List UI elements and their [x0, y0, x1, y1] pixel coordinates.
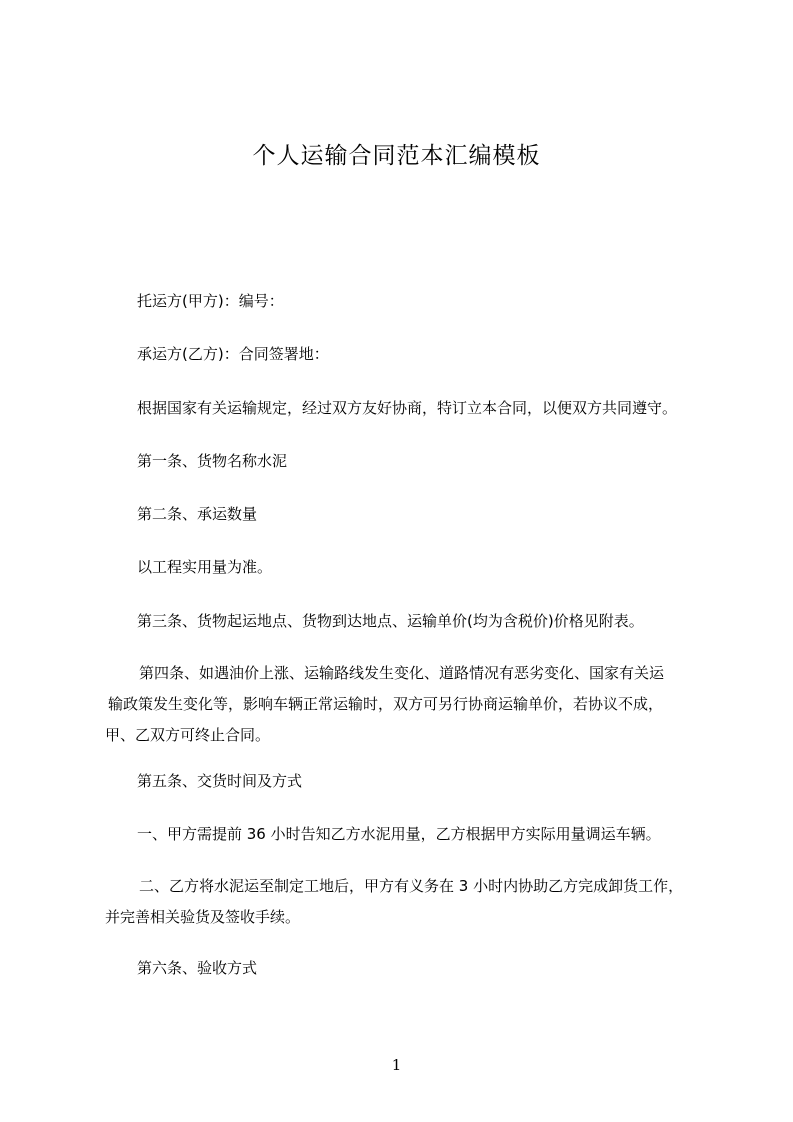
article-2-heading: 第二条、承运数量: [137, 505, 258, 523]
preamble-paragraph: 根据国家有关运输规定，经过双方友好协商，特订立本合同，以便双方共同遵守。: [137, 399, 678, 417]
article-1-heading: 第一条、货物名称水泥: [137, 452, 288, 470]
article-3-paragraph: 第三条、货物起运地点、货物到达地点、运输单价(均为含税价)价格见附表。: [137, 612, 644, 630]
article-5-item-1: 一、甲方需提前 36 小时告知乙方水泥用量，乙方根据甲方实际用量调运车辆。: [137, 825, 661, 843]
shipper-line: 托运方(甲方)：编号：: [137, 292, 284, 310]
article-5-item-2-line-2: 并完善相关验货及签收手续。: [105, 908, 301, 926]
article-4-line-3: 甲、乙双方可终止合同。: [105, 726, 271, 744]
article-4-line-1: 第四条、如遇油价上涨、运输路线发生变化、道路情况有恶劣变化、国家有关运: [139, 664, 665, 682]
article-4-line-2: 输政策发生变化等，影响车辆正常运输时，双方可另行协商运输单价，若协议不成，: [108, 695, 664, 713]
article-5-item-2: [105, 871, 683, 933]
carrier-line: 承运方(乙方)：合同签署地：: [137, 345, 329, 363]
document-title: 个人运输合同范本汇编模板: [252, 143, 541, 169]
article-4-paragraph: [105, 658, 664, 751]
article-6-heading: 第六条、验收方式: [137, 959, 258, 977]
article-5-item-2-line-1: 二、乙方将水泥运至制定工地后，甲方有义务在 3 小时内协助乙方完成卸货工作，: [139, 877, 684, 895]
article-5-heading: 第五条、交货时间及方式: [137, 772, 303, 790]
page-number: 1: [391, 1056, 402, 1074]
article-2-body: 以工程实用量为准。: [137, 558, 273, 576]
